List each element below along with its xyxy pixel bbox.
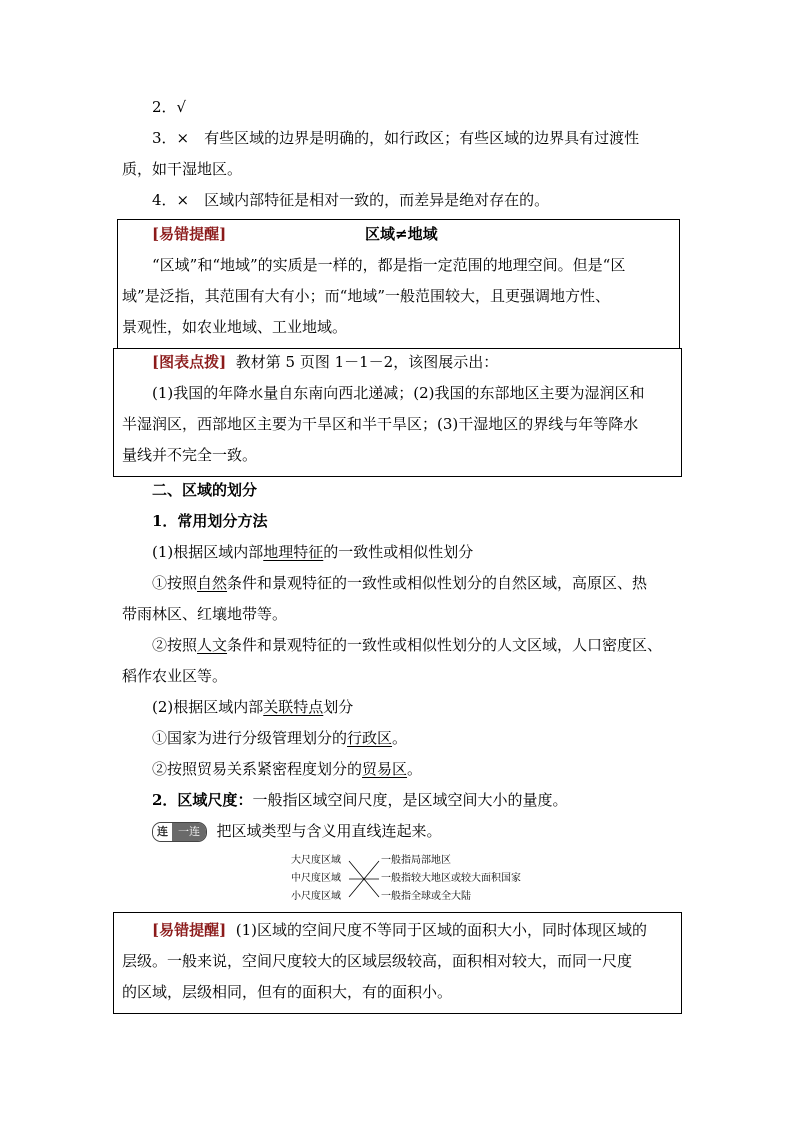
lian-yi-lian-badge xyxy=(152,822,207,842)
section-heading: 二、区域的划分 xyxy=(152,481,258,499)
tip-tag: [易错提醒] xyxy=(152,225,227,243)
tip-line: “区域”和“地域”的实质是一样的，都是指一定范围的地理空间。但是“区 xyxy=(152,256,626,274)
badge-left: 连 xyxy=(153,822,172,842)
method-2b xyxy=(152,759,422,779)
connect-instruction: 把区域类型与含义用直线连起来。 xyxy=(216,822,442,840)
tip-title: 区域≠地域 xyxy=(365,225,438,243)
chart-tip-header xyxy=(152,352,498,372)
connect-left-medium: 中尺度区域 xyxy=(291,873,341,884)
text: (2)根据区域内部 xyxy=(152,698,264,716)
underlined-term: 自然 xyxy=(197,574,228,592)
chart-tip-lead: 教材第 5 页图 1－1－2，该图展示出： xyxy=(235,353,499,371)
subsection-heading: 1．常用划分方法 xyxy=(152,512,268,530)
answer-3-line2: 质，如干湿地区。 xyxy=(122,160,243,178)
method-1b-line2: 稻作农业区等。 xyxy=(122,667,228,685)
tip2-line2: 层级。一般来说，空间尺度较大的区域层级较高，面积相对较大，而同一尺度 xyxy=(122,952,633,970)
chart-tip-line: 半湿润区，西部地区主要为干旱区和半干旱区；(3)干湿地区的界线与年等降水 xyxy=(122,415,639,433)
answer-3-line1: 3．× 有些区域的边界是明确的，如行政区；有些区域的边界具有过渡性 xyxy=(152,129,640,147)
text: 的一致性或相似性划分 xyxy=(323,543,474,561)
underlined-term: 贸易区 xyxy=(362,760,408,778)
text: ①国家为进行分级管理划分的 xyxy=(152,729,348,747)
chart-tip-line: 量线并不完全一致。 xyxy=(122,446,258,464)
connect-lines xyxy=(348,855,380,903)
connect-right-global: 一般指全球或全大陆 xyxy=(381,891,471,902)
subsection-heading: 2．区域尺度： xyxy=(152,791,253,809)
connect-left-large: 大尺度区域 xyxy=(291,855,341,866)
underlined-term: 人文 xyxy=(197,636,228,654)
region-scale xyxy=(152,790,567,810)
method-2 xyxy=(152,697,353,717)
text: ②按照贸易关系紧密程度划分的 xyxy=(152,760,363,778)
text: 。 xyxy=(407,760,423,778)
connect-right-local: 一般指局部地区 xyxy=(381,855,451,866)
text: ②按照 xyxy=(152,636,198,654)
tip2-line3: 的区域，层级相同，但有的面积大，有的面积小。 xyxy=(122,983,453,1001)
tip-tag: [易错提醒] xyxy=(152,921,227,939)
tip-line: 域”是泛指，其范围有大有小；而“地域”一般范围较大，且更强调地方性、 xyxy=(122,287,611,305)
text: 条件和景观特征的一致性或相似性划分的人文区域，人口密度区、 xyxy=(227,636,663,654)
text: 一般指区域空间尺度，是区域空间大小的量度。 xyxy=(252,791,568,809)
tip2-line1 xyxy=(152,920,647,940)
method-2a xyxy=(152,728,407,748)
underlined-term: 行政区 xyxy=(347,729,393,747)
text: 条件和景观特征的一致性或相似性划分的自然区域，高原区、热 xyxy=(227,574,648,592)
connect-right-country: 一般指较大地区或较大面积国家 xyxy=(381,873,521,884)
answer-4: 4．× 区域内部特征是相对一致的，而差异是绝对存在的。 xyxy=(152,191,550,209)
badge-right: 一连 xyxy=(172,823,206,841)
method-1 xyxy=(152,542,473,562)
text: (1)根据区域内部 xyxy=(152,543,264,561)
method-1a-line2: 带雨林区、红壤地带等。 xyxy=(122,605,288,623)
connect-exercise-header xyxy=(152,821,442,842)
underlined-term: 地理特征 xyxy=(263,543,324,561)
connect-left-small: 小尺度区域 xyxy=(291,891,341,902)
method-1b xyxy=(152,635,662,655)
tip-line: 景观性，如农业地域、工业地域。 xyxy=(122,318,348,336)
text: ①按照 xyxy=(152,574,198,592)
tip-line: (1)区域的空间尺度不等同于区域的面积大小，同时体现区域的 xyxy=(235,921,648,939)
underlined-term: 关联特点 xyxy=(263,698,324,716)
answer-2: 2．√ xyxy=(152,98,187,116)
chart-tip-line: (1)我国的年降水量自东南向西北递减；(2)我国的东部地区主要为湿润区和 xyxy=(152,384,645,402)
text: 。 xyxy=(392,729,408,747)
chart-tip-tag: [图表点拨] xyxy=(152,353,227,371)
text: 划分 xyxy=(323,698,354,716)
method-1a xyxy=(152,573,647,593)
